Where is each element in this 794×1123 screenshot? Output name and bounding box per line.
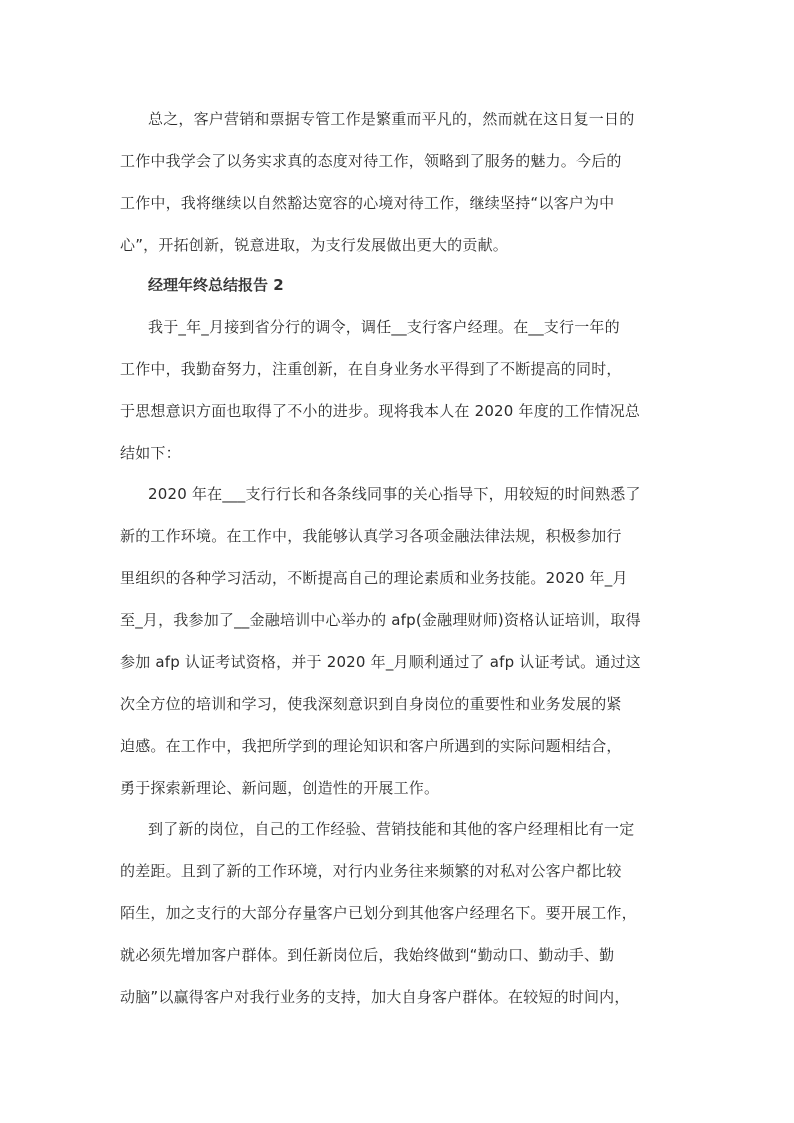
paragraph-line: 总之，客户营销和票据专管工作是繁重而平凡的，然而就在这日复一日的: [148, 110, 635, 128]
paragraph-line: 动脑”以赢得客户对我行业务的支持，加大自身客户群体。在较短的时间内，: [120, 988, 630, 1006]
section-heading: 经理年终总结报告 2: [148, 276, 284, 294]
paragraph-line: 2020 年在___支行行长和各条线同事的关心指导下，用较短的时间熟悉了: [148, 485, 641, 503]
paragraph-line: 工作中，我勤奋努力，注重创新，在自身业务水平得到了不断提高的同时，: [120, 360, 622, 378]
paragraph-line: 勇于探索新理论、新问题，创造性的开展工作。: [120, 779, 440, 797]
paragraph-line: 我于_年_月接到省分行的调令，调任__支行客户经理。在__支行一年的: [148, 318, 620, 336]
paragraph-line: 参加 afp 认证考试资格，并于 2020 年_月顺利通过了 afp 认证考试。通过这: [120, 653, 641, 671]
paragraph-line: 新的工作环境。在工作中，我能够认真学习各项金融法律法规，积极参加行: [120, 527, 622, 545]
paragraph-line: 心”，开拓创新，锐意进取，为支行发展做出更大的贡献。: [120, 236, 508, 254]
paragraph-line: 工作中，我将继续以自然豁达宽容的心境对待工作，继续坚持“以客户为中: [120, 194, 615, 212]
paragraph-line: 到了新的岗位，自己的工作经验、营销技能和其他的客户经理相比有一定: [148, 820, 635, 838]
paragraph-line: 至_月，我参加了__金融培训中心举办的 afp(金融理财师)资格认证培训，取得: [120, 611, 641, 629]
paragraph-line: 迫感。在工作中，我把所学到的理论知识和客户所遇到的实际问题相结合，: [120, 737, 622, 755]
paragraph-line: 结如下：: [120, 444, 181, 462]
paragraph-line: 就必须先增加客户群体。到任新岗位后，我始终做到“勤动口、勤动手、勤: [120, 946, 615, 964]
paragraph-line: 次全方位的培训和学习，使我深刻意识到自身岗位的重要性和业务发展的紧: [120, 695, 622, 713]
paragraph-line: 的差距。且到了新的工作环境，对行内业务往来频繁的对私对公客户都比较: [120, 862, 622, 880]
paragraph-line: 里组织的各种学习活动，不断提高自己的理论素质和业务技能。2020 年_月: [120, 569, 628, 587]
paragraph-line: 陌生，加之支行的大部分存量客户已划分到其他客户经理名下。要开展工作，: [120, 904, 637, 922]
paragraph-line: 工作中我学会了以务实求真的态度对待工作，领略到了服务的魅力。今后的: [120, 152, 622, 170]
paragraph-line: 于思想意识方面也取得了不小的进步。现将我本人在 2020 年度的工作情况总: [120, 402, 641, 420]
